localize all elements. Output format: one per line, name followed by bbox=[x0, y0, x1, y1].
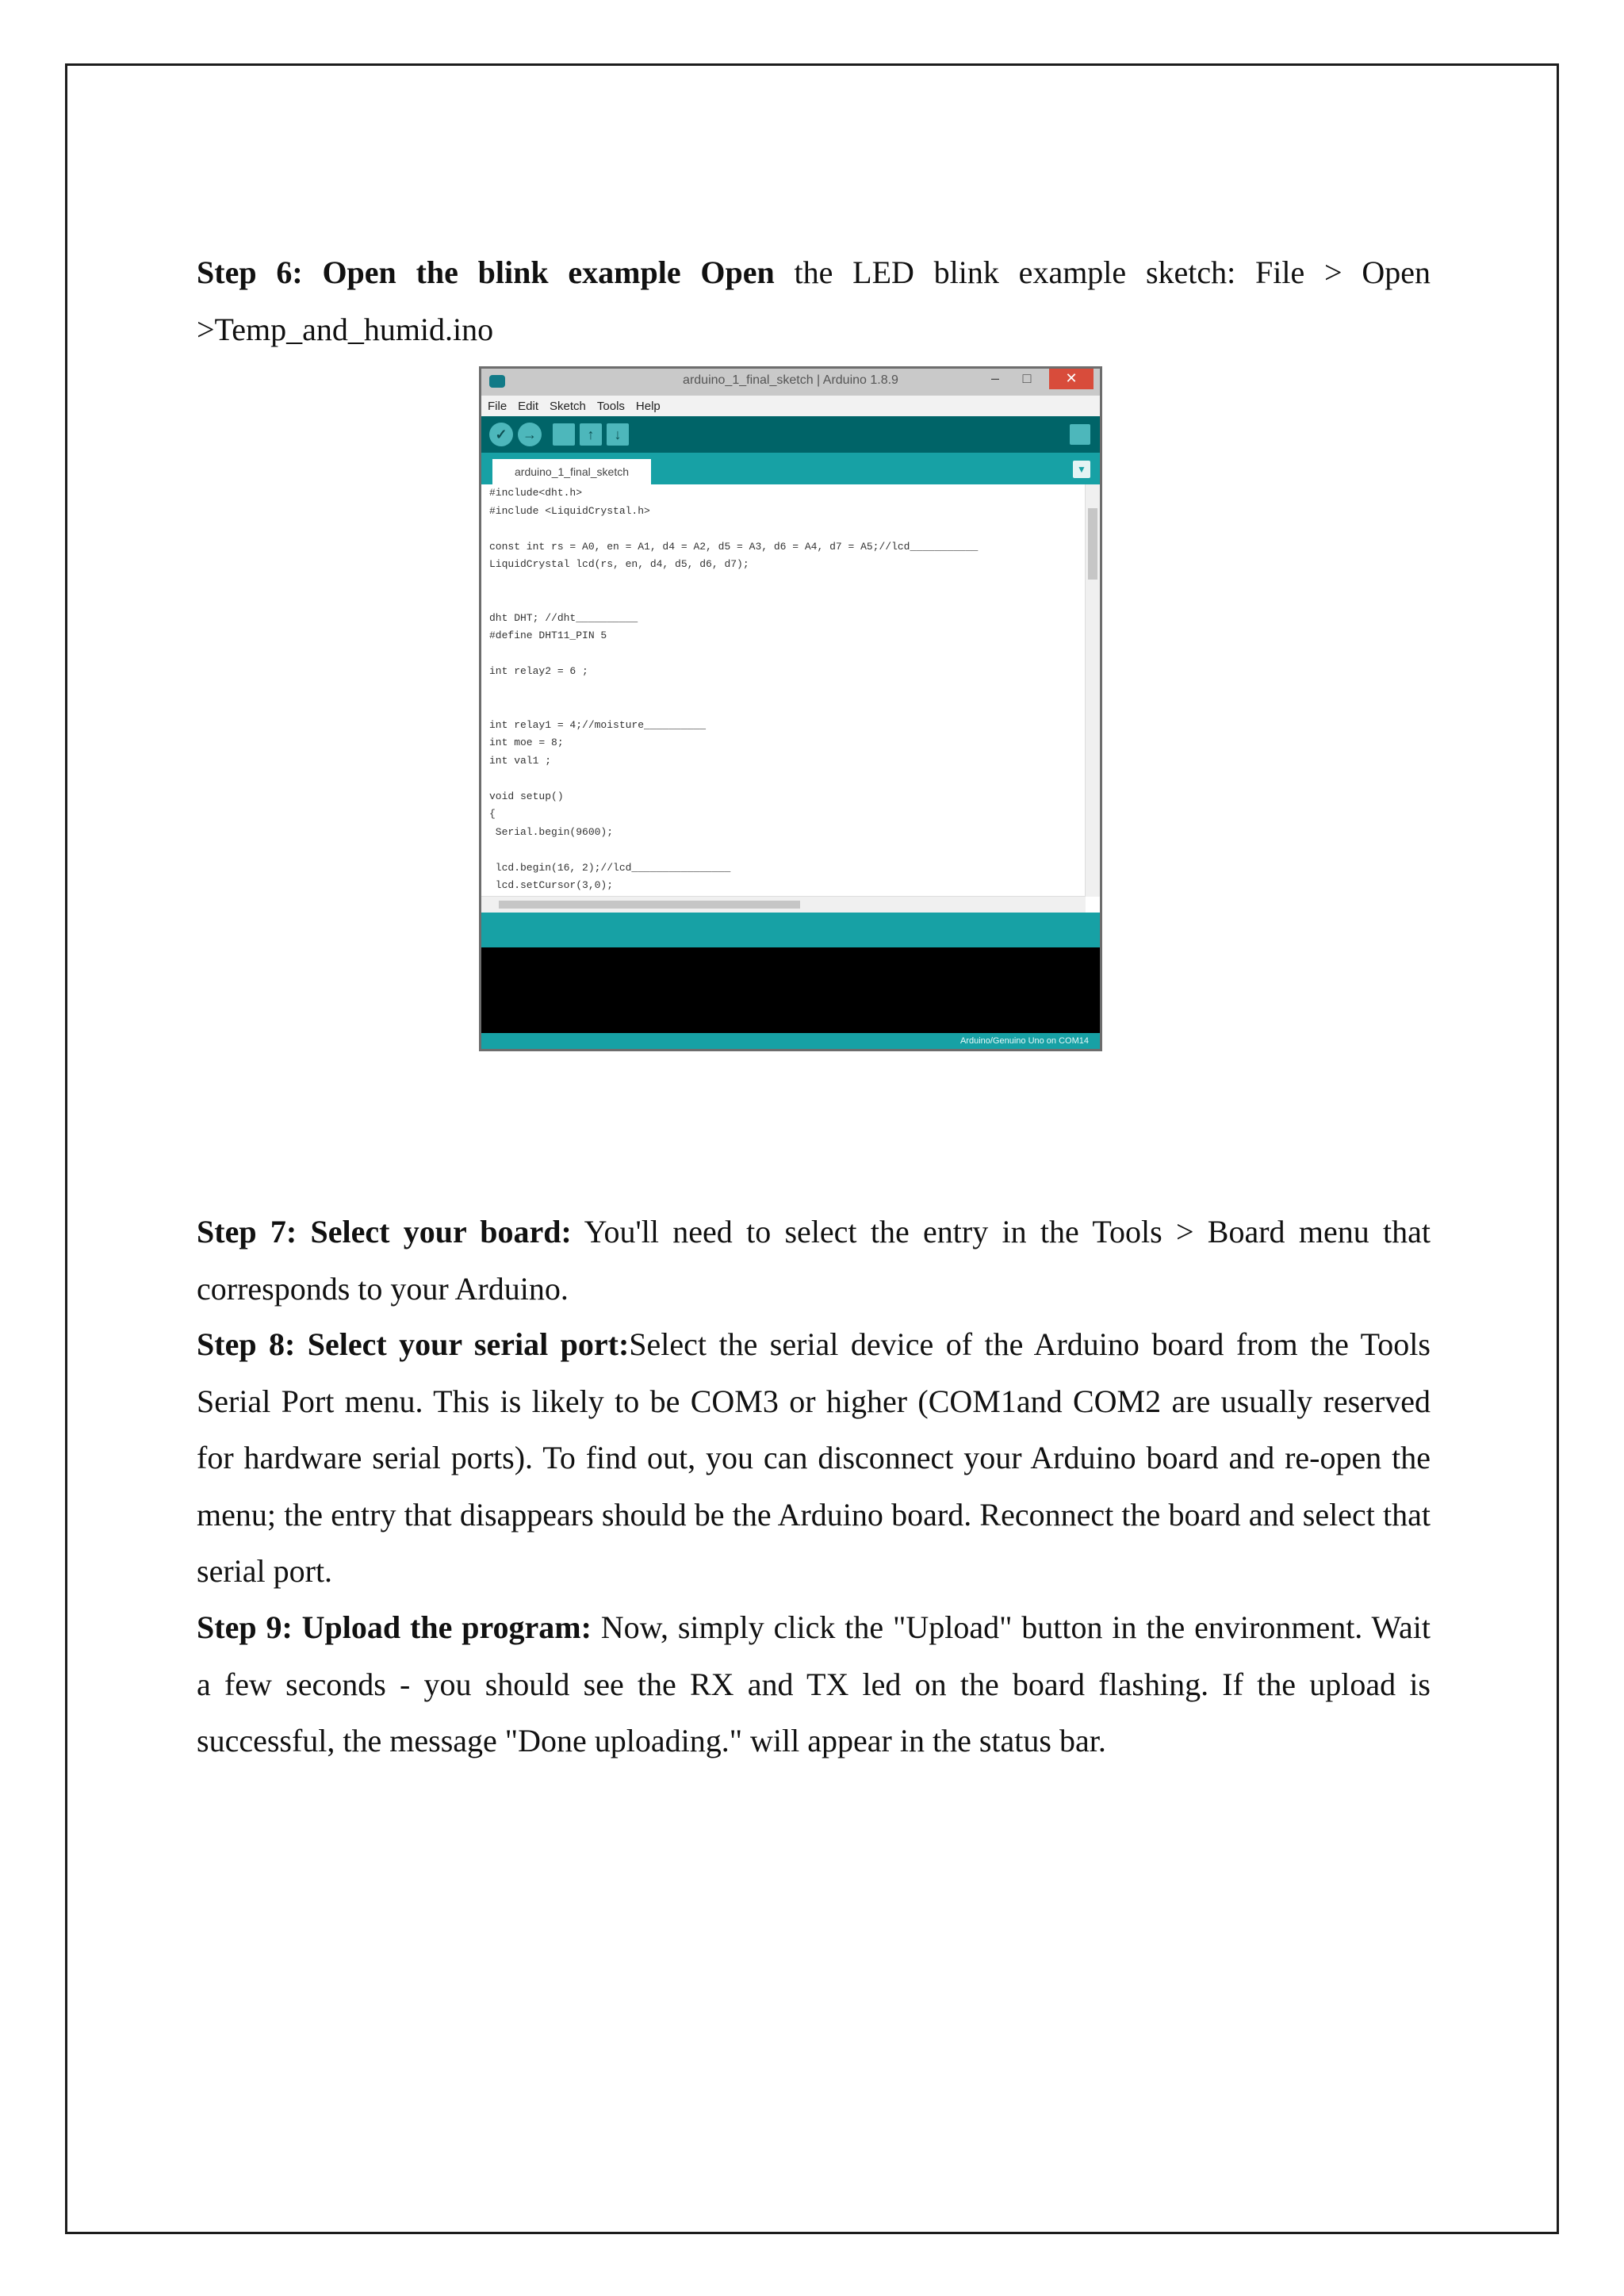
code-line: LiquidCrystal lcd(rs, en, d4, d5, d6, d7); bbox=[489, 558, 749, 570]
vertical-scrollbar bbox=[1085, 484, 1100, 897]
code-line: int relay1 = 4;//moisture__________ bbox=[489, 718, 707, 731]
ide-window-title: arduino_1_final_sketch | Arduino 1.8.9 bbox=[683, 373, 898, 387]
tab-menu-icon: ▼ bbox=[1073, 461, 1090, 478]
code-line: int relay2 = 6 ; bbox=[489, 665, 588, 677]
code-line bbox=[481, 841, 1100, 859]
step-7-text: You'll need to select the entry in the Tools > Board menu that corresponds to your Arduino. bbox=[197, 1214, 1431, 1307]
code-line bbox=[481, 770, 1100, 788]
sketch-tab: arduino_1_final_sketch bbox=[492, 459, 651, 484]
step-9-text: Now, simply click the "Upload" button in the environment. Wait a few seconds - you should see the RX and TX led on the board flashing. If the upload is successful, the message "Done uploading." will appear in the status bar. bbox=[197, 1609, 1431, 1758]
menu-file: File bbox=[488, 399, 508, 413]
upload-icon: → bbox=[518, 423, 542, 446]
code-line: int val1 ; bbox=[489, 754, 552, 767]
maximize-icon: □ bbox=[1022, 370, 1032, 386]
arduino-ide-screenshot bbox=[479, 366, 1102, 1051]
step-8-heading: Step 8: Select your serial port: bbox=[197, 1326, 630, 1362]
open-sketch-icon: ↑ bbox=[580, 423, 602, 446]
code-line bbox=[481, 681, 1100, 699]
code-line: { bbox=[489, 808, 496, 820]
step-6-heading: Step 6: Open the blink example Open bbox=[197, 254, 775, 290]
step-7-paragraph bbox=[197, 1203, 1431, 1317]
step-9-paragraph bbox=[197, 1599, 1431, 1770]
code-line bbox=[481, 520, 1100, 538]
menu-help: Help bbox=[635, 399, 661, 413]
save-sketch-icon: ↓ bbox=[607, 423, 629, 446]
ide-board-status: Arduino/Genuino Uno on COM14 bbox=[481, 1033, 1100, 1049]
close-icon: ✕ bbox=[1049, 369, 1094, 389]
ide-tab-bar bbox=[481, 453, 1100, 484]
ide-console bbox=[481, 947, 1100, 1033]
code-lines bbox=[481, 484, 1100, 895]
code-line: dht DHT; //dht__________ bbox=[489, 611, 638, 624]
code-line: lcd.setCursor(3,0); bbox=[489, 879, 614, 891]
horizontal-scrollbar bbox=[481, 896, 1086, 913]
menu-sketch: Sketch bbox=[550, 399, 586, 413]
code-editor bbox=[481, 484, 1100, 913]
step-9-heading: Step 9: Upload the program: bbox=[197, 1609, 592, 1645]
step-8-paragraph bbox=[197, 1316, 1431, 1600]
step-7-heading: Step 7: Select your board: bbox=[197, 1214, 572, 1249]
ide-title-bar bbox=[481, 369, 1100, 396]
step-8-text: Select the serial device of the Arduino board from the Tools Serial Port menu. This is likely to be COM3 or higher (COM1and COM2 are usually reserved for hardware serial ports). To find out, you can disconnect your Arduino board and re-open the menu; the entry that disappears should be the Arduino board. Reconnect the board and select that serial port. bbox=[197, 1326, 1431, 1589]
code-line: #include <LiquidCrystal.h> bbox=[489, 504, 650, 517]
ide-status-bar bbox=[481, 913, 1100, 947]
code-line: lcd.begin(16, 2);//lcd________________ bbox=[489, 861, 731, 874]
menu-edit: Edit bbox=[518, 399, 539, 413]
ide-toolbar bbox=[481, 416, 1100, 453]
code-line bbox=[481, 698, 1100, 717]
serial-monitor-icon bbox=[1070, 424, 1090, 445]
verify-icon: ✓ bbox=[489, 423, 513, 446]
code-line bbox=[481, 574, 1100, 592]
code-line: int moe = 8; bbox=[489, 737, 564, 748]
code-line: const int rs = A0, en = A1, d4 = A2, d5 = A3, d6 = A4, d7 = A5;//lcd___________ bbox=[489, 540, 979, 553]
menu-tools: Tools bbox=[596, 399, 625, 413]
code-line bbox=[481, 645, 1100, 664]
code-line: void setup() bbox=[489, 790, 564, 802]
ide-menu-bar bbox=[481, 396, 1100, 416]
minimize-icon: – bbox=[990, 370, 999, 386]
step-6-text: the LED blink example sketch: File > Open >Temp_and_humid.ino bbox=[197, 254, 1431, 347]
code-line: #define DHT11_PIN 5 bbox=[489, 629, 607, 641]
code-line bbox=[481, 591, 1100, 610]
code-line: #include<dht.h> bbox=[489, 487, 583, 499]
new-sketch-icon bbox=[553, 423, 575, 446]
step-6-paragraph bbox=[197, 244, 1431, 358]
code-line: Serial.begin(9600); bbox=[489, 825, 614, 838]
